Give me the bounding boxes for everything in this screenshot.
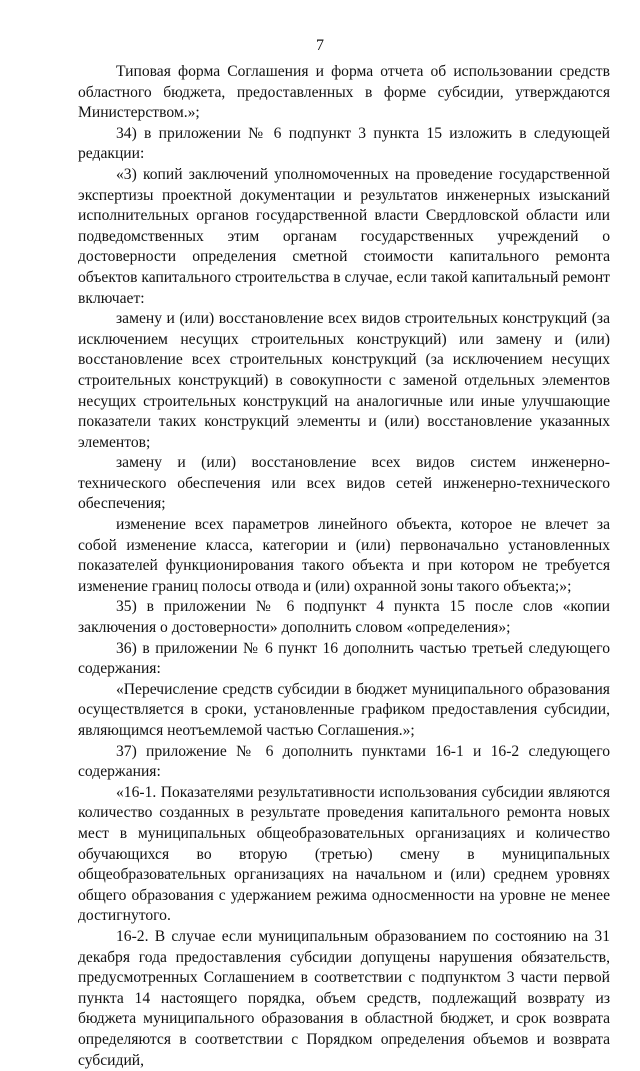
paragraph-3: «3) копий заключений уполномоченных на проведение государственной экспертизы проектной документации и результатов инженерных изысканий исполнительных органов государственной власти Свердловской области или подведомственных этим органам государственных учреждений о достоверности определения сметной стоимости капитального ремонта объектов капитального строительства в случае, если такой капитальный ремонт включает: [78,165,610,307]
paragraph-6: изменение всех параметров линейного объекта, которое не влечет за собой изменение класса, категории и (или) первоначально установленных показателей функционирования такого объекта и при котором не требуется изменение границ полосы отвода и (или) охранной зоны такого объекта;»; [78,516,610,595]
document-body [78,62,610,1071]
paragraph-2: 34) в приложении № 6 подпункт 3 пункта 15 изложить в следующей редакции: [78,124,610,163]
paragraph-12: 16-2. В случае если муниципальным образованием по состоянию на 31 декабря года предоставления субсидии допущены нарушения обязательств, предусмотренных Соглашением в соответствии с подпунктом 3 части первой пункта 14 настоящего порядка, объем средств, подлежащий возврату из бюджета муниципального образования в областной бюджет, и срок возврата определяются в соответствии с Порядком определения объемов и возврата субсидий, [78,927,610,1069]
paragraph-11: «16-1. Показателями результативности использования субсидии являются количество созданных в результате проведения капитального ремонта новых мест в муниципальных общеобразовательных организациях и количество обучающихся во вторую (третью) смену в муниципальных общеобразовательных организациях на начальном и (или) среднем уровнях общего образования с удержанием режима односменности на уровне не менее достигнутого. [78,783,610,925]
paragraph-1: Типовая форма Соглашения и форма отчета об использовании средств областного бюджета, предоставленных в форме субсидии, утверждаются Министерством.»; [78,63,610,122]
paragraph-10: 37) приложение № 6 дополнить пунктами 16-1 и 16-2 следующего содержания: [78,742,610,781]
paragraph-5: замену и (или) восстановление всех видов систем инженерно-технического обеспечения или всех видов сетей инженерно-технического обеспечения; [78,454,610,513]
paragraph-4: замену и (или) восстановление всех видов строительных конструкций (за исключением несущих строительных конструкций) или замену и (или) восстановление всех строительных конструкций (за исключением несущих строительных конструкций) в совокупности с заменой отдельных элементов несущих строительных конструкций на аналогичные или иные улучшающие показатели таких конструкций элементы и (или) восстановление указанных элементов; [78,310,610,451]
paragraph-7: 35) в приложении № 6 подпункт 4 пункта 15 после слов «копии заключения о достоверности» дополнить словом «определения»; [78,598,610,637]
page-number: 7 [316,37,324,54]
paragraph-8: 36) в приложении № 6 пункт 16 дополнить частью третьей следующего содержания: [78,639,610,678]
paragraph-9: «Перечисление средств субсидии в бюджет муниципального образования осуществляется в сроки, установленные графиком предоставления субсидии, являющимся неотъемлемой частью Соглашения.»; [78,680,610,739]
